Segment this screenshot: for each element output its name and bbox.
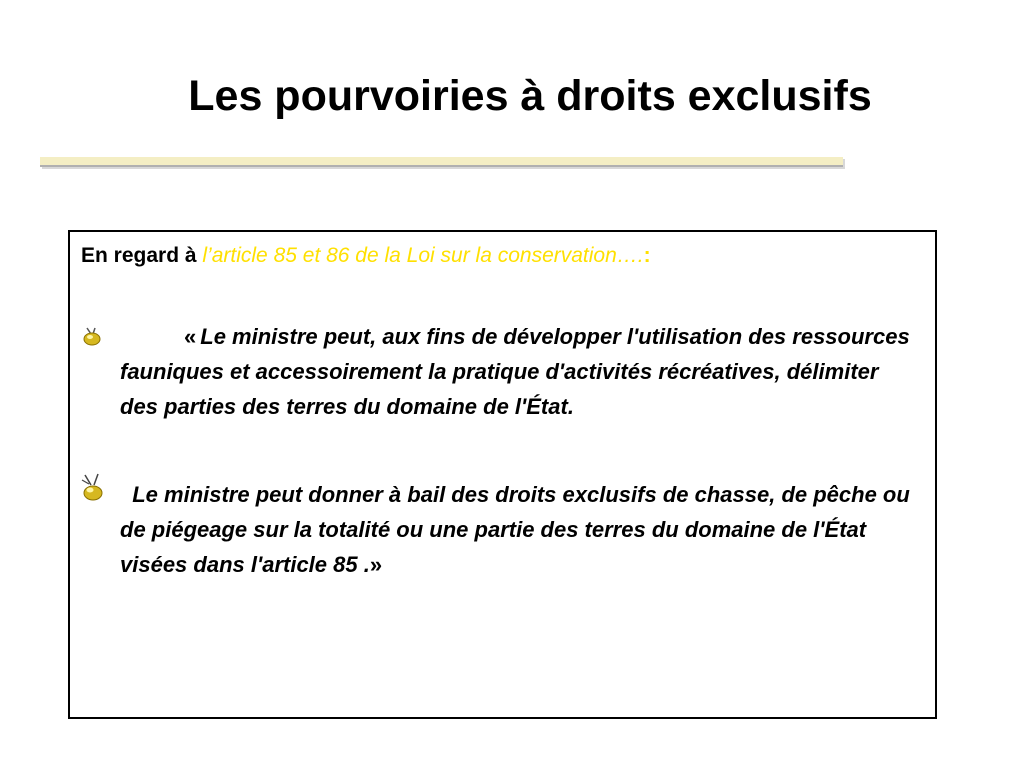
bullet-1-text [120, 319, 920, 424]
bee-icon [80, 325, 104, 347]
quote-open: « [184, 324, 197, 349]
bullet-2-body: Le ministre peut donner à bail des droits exclusifs de chasse, de pêche ou de piégeage sur la totalité ou une partie des terres du domaine de l'État visées dans l'article 85 . [120, 482, 910, 577]
title-divider [40, 157, 843, 167]
content-box [68, 230, 937, 719]
bee-icon [78, 472, 108, 502]
intro-line [81, 242, 651, 270]
bullet-1-body: Le ministre peut, aux fins de développer l'utilisation des ressources fauniques et accessoirement la pratique d'activités récréatives, délimiter des parties des terres du domaine de l'État. [120, 324, 910, 419]
intro-lead: En regard à [81, 244, 197, 267]
slide-title: Les pourvoiries à droits exclusifs [188, 72, 872, 120]
bullet-item-2 [120, 477, 920, 582]
law-reference: l’article 85 et 86 de la Loi sur la conservation…. [202, 244, 644, 267]
intro-colon: : [643, 244, 651, 267]
bullet-item-1 [120, 319, 920, 424]
quote-close: » [369, 552, 383, 577]
bullet-2-text [120, 477, 920, 582]
